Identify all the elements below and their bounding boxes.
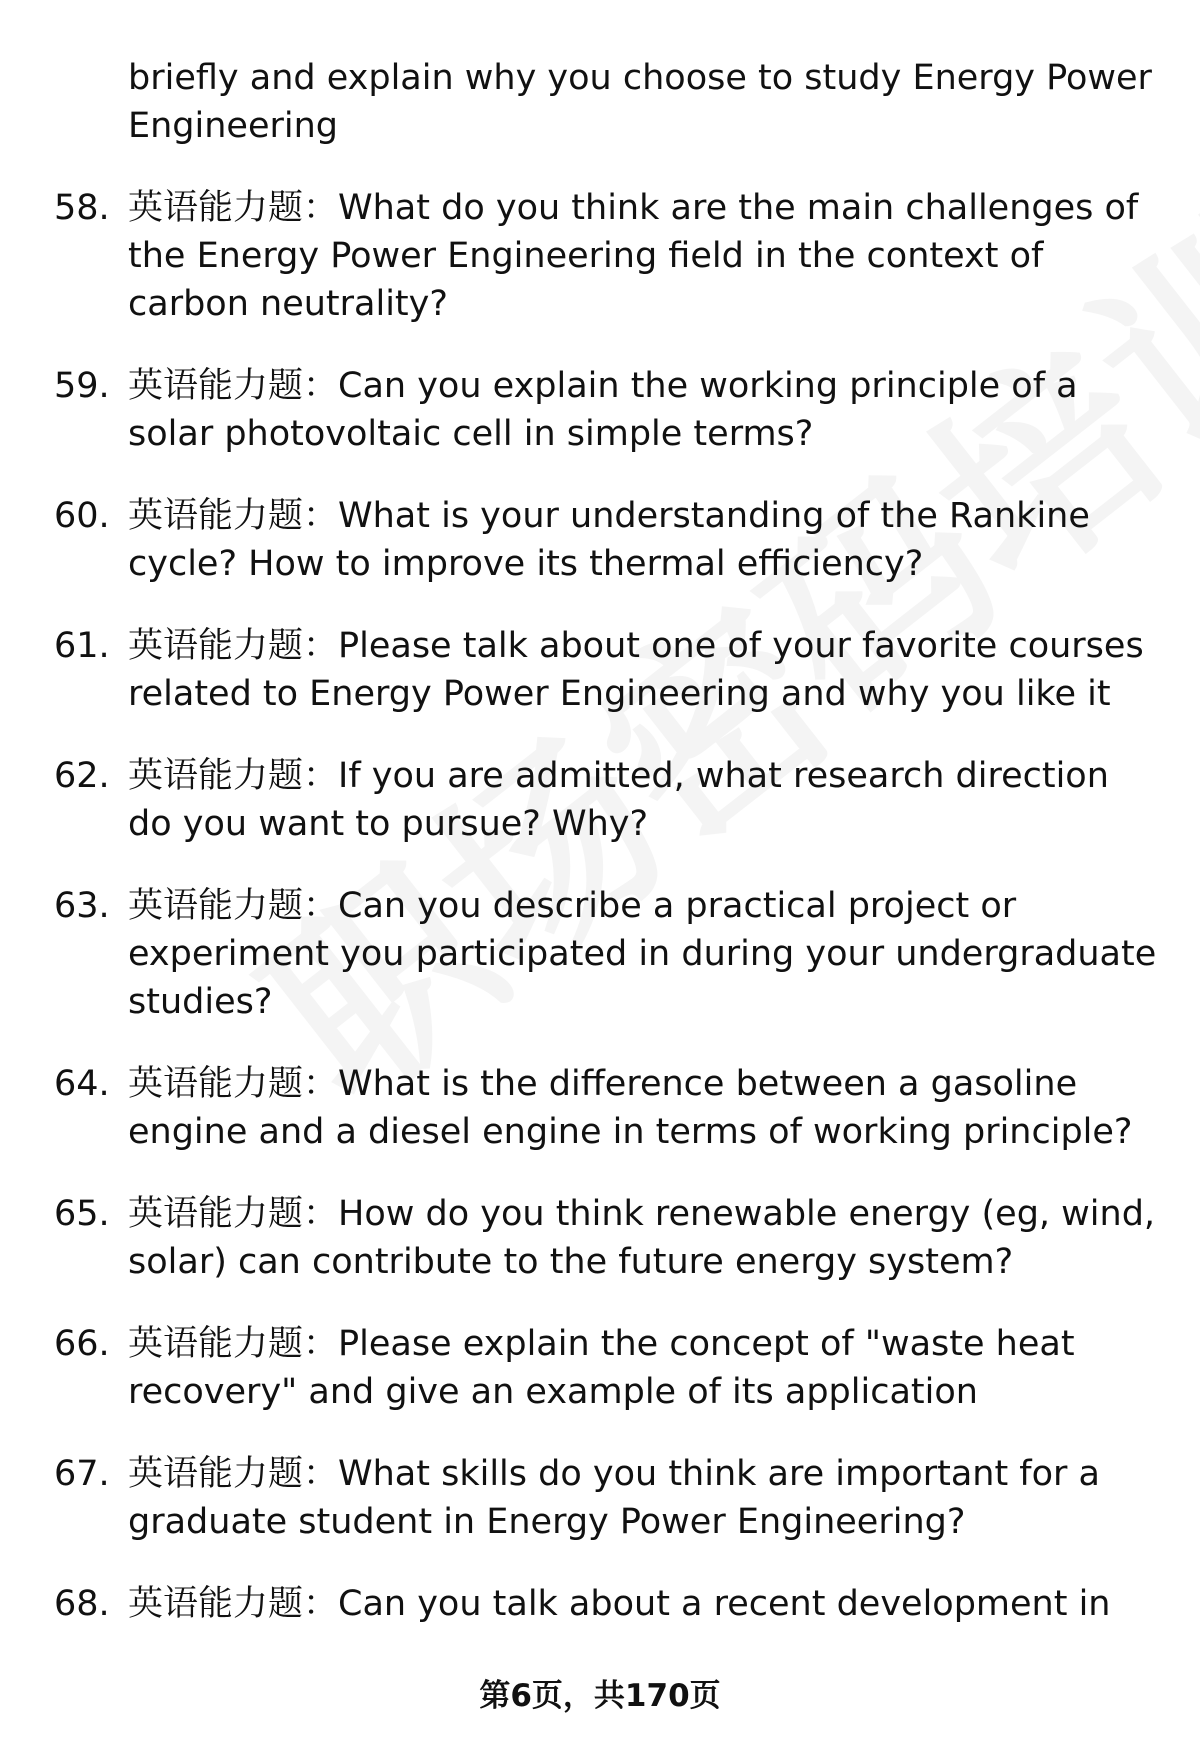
item-label: 英语能力题： [128, 1584, 339, 1624]
list-item [0, 1450, 1200, 1546]
item-text: Please talk about one of your favorite courses related to Energy Power Engineering and why you like it [128, 626, 1144, 714]
item-body [128, 622, 1158, 718]
item-number: 67. [54, 1454, 110, 1494]
list-item [0, 492, 1200, 588]
item-label: 英语能力题： [128, 1324, 339, 1364]
item-number: 64. [54, 1064, 110, 1104]
item-label: 英语能力题： [128, 188, 339, 228]
item-label: 英语能力题： [128, 756, 339, 796]
item-label: 英语能力题： [128, 1454, 339, 1494]
item-body [128, 752, 1158, 848]
item-body [128, 1580, 1158, 1628]
item-number: 60. [54, 496, 110, 536]
item-number: 59. [54, 366, 110, 406]
item-body [128, 1060, 1158, 1156]
item-number: 68. [54, 1584, 110, 1624]
item-text: Can you describe a practical project or experiment you participated in during your undergraduate studies? [128, 886, 1157, 1022]
item-number: 65. [54, 1194, 110, 1234]
item-text: If you are admitted, what research direction do you want to pursue? Why? [128, 756, 1109, 844]
item-text: What is the difference between a gasoline engine and a diesel engine in terms of working principle? [128, 1064, 1133, 1152]
list-item [0, 752, 1200, 848]
item-body [128, 1190, 1158, 1286]
item-body [128, 184, 1158, 328]
item-body [128, 492, 1158, 588]
list-item [0, 362, 1200, 458]
item-text: Can you explain the working principle of a solar photovoltaic cell in simple terms? [128, 366, 1078, 454]
item-number: 58. [54, 188, 110, 228]
page-footer: 第6页，共170页 [479, 1678, 721, 1714]
item-number: 63. [54, 886, 110, 926]
list-item [0, 184, 1200, 328]
item-label: 英语能力题： [128, 626, 339, 666]
list-item [0, 622, 1200, 718]
question-list [0, 54, 1200, 1662]
item-body [128, 362, 1158, 458]
item-number: 61. [54, 626, 110, 666]
item-text: What is your understanding of the Rankine cycle? How to improve its thermal efficiency? [128, 496, 1090, 584]
item-label: 英语能力题： [128, 496, 339, 536]
item-text: How do you think renewable energy (eg, wind, solar) can contribute to the future energy system? [128, 1194, 1156, 1282]
item-text: Please explain the concept of "waste heat recovery" and give an example of its application [128, 1324, 1075, 1412]
item-label: 英语能力题： [128, 1064, 339, 1104]
item-text: Can you talk about a recent development in [338, 1584, 1111, 1624]
list-item [0, 1190, 1200, 1286]
item-body [128, 882, 1158, 1026]
item-label: 英语能力题： [128, 886, 339, 926]
list-item-intro [0, 54, 1200, 150]
list-item [0, 1320, 1200, 1416]
item-number: 66. [54, 1324, 110, 1364]
item-label: 英语能力题： [128, 1194, 339, 1234]
item-text: briefly and explain why you choose to study Energy Power Engineering [128, 58, 1152, 146]
item-number: 62. [54, 756, 110, 796]
item-body [128, 1450, 1158, 1546]
list-item [0, 1060, 1200, 1156]
item-body [128, 1320, 1158, 1416]
list-item [0, 1580, 1200, 1628]
item-text: What skills do you think are important for a graduate student in Energy Power Engineering? [128, 1454, 1101, 1542]
item-label: 英语能力题： [128, 366, 339, 406]
list-item [0, 882, 1200, 1026]
item-text: What do you think are the main challenges of the Energy Power Engineering field in the context of carbon neutrality? [128, 188, 1139, 324]
